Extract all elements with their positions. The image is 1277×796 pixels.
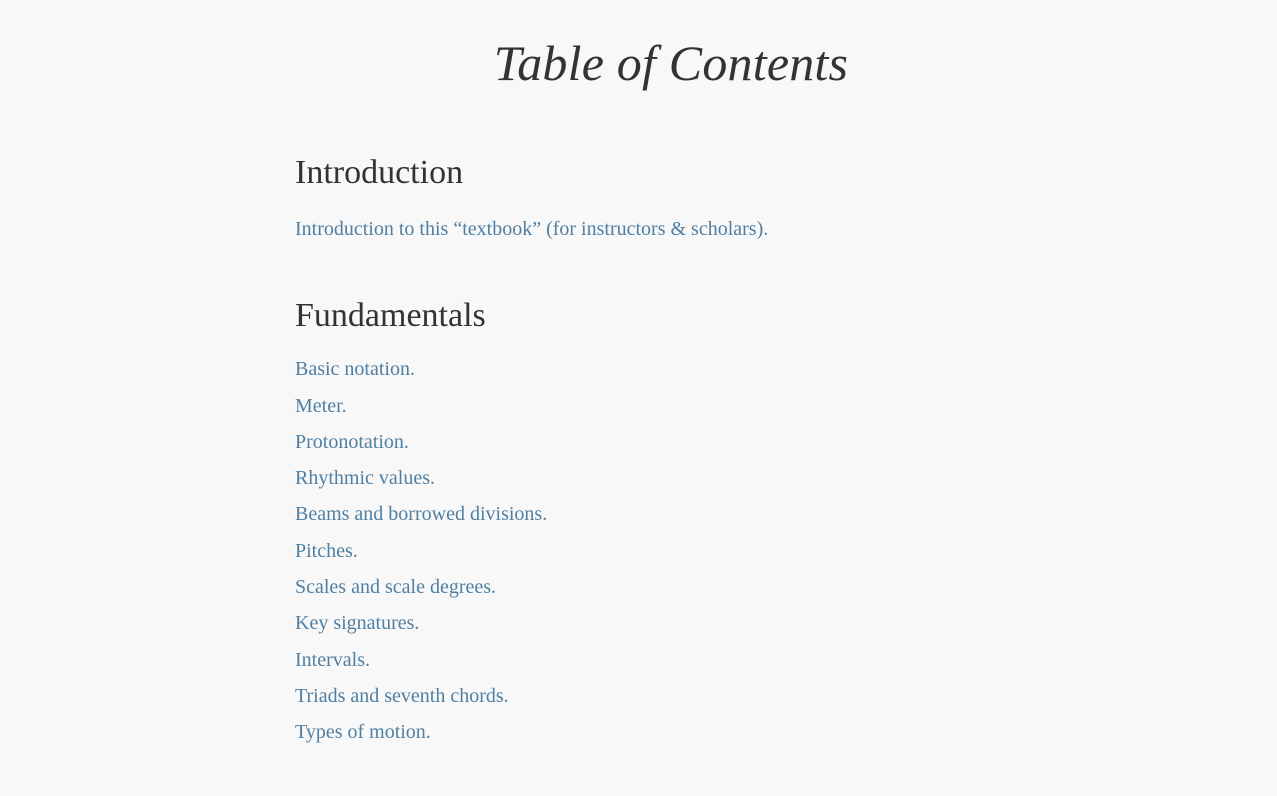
list-item	[295, 211, 1015, 247]
toc-link-protonotation[interactable]: Protonotation.	[295, 430, 409, 453]
toc-content	[295, 150, 1015, 751]
list-item	[295, 388, 1015, 424]
toc-link-basic-notation[interactable]: Basic notation.	[295, 358, 415, 381]
section-heading-fundamentals: Fundamentals	[295, 297, 486, 335]
list-item	[295, 533, 1015, 569]
toc-link-scales-scale-degrees[interactable]: Scales and scale degrees.	[295, 576, 497, 599]
toc-link-rhythmic-values[interactable]: Rhythmic values.	[295, 467, 435, 490]
toc-link-types-of-motion[interactable]: Types of motion.	[295, 721, 431, 744]
list-item	[295, 714, 1015, 750]
list-item	[295, 424, 1015, 460]
list-item	[295, 678, 1015, 714]
section-introduction	[295, 150, 1015, 247]
link-list-fundamentals	[295, 351, 1015, 750]
toc-link-introduction-textbook[interactable]: Introduction to this “textbook” (for instructors & scholars).	[295, 218, 769, 240]
list-item	[295, 460, 1015, 496]
toc-link-triads-seventh-chords[interactable]: Triads and seventh chords.	[295, 684, 509, 707]
list-item	[295, 605, 1015, 641]
section-heading-introduction: Introduction	[295, 154, 464, 191]
toc-link-intervals[interactable]: Intervals.	[295, 648, 370, 671]
list-item	[295, 496, 1015, 532]
toc-link-beams-borrowed-divisions[interactable]: Beams and borrowed divisions.	[295, 503, 548, 526]
list-item	[295, 569, 1015, 605]
section-fundamentals	[295, 293, 1015, 750]
toc-link-pitches[interactable]: Pitches.	[295, 539, 358, 562]
link-list-introduction	[295, 211, 1015, 247]
list-item	[295, 351, 1015, 387]
list-item	[295, 642, 1015, 678]
toc-link-key-signatures[interactable]: Key signatures.	[295, 612, 420, 635]
page-title: Table of Contents	[493, 35, 849, 91]
toc-link-meter[interactable]: Meter.	[295, 394, 347, 417]
